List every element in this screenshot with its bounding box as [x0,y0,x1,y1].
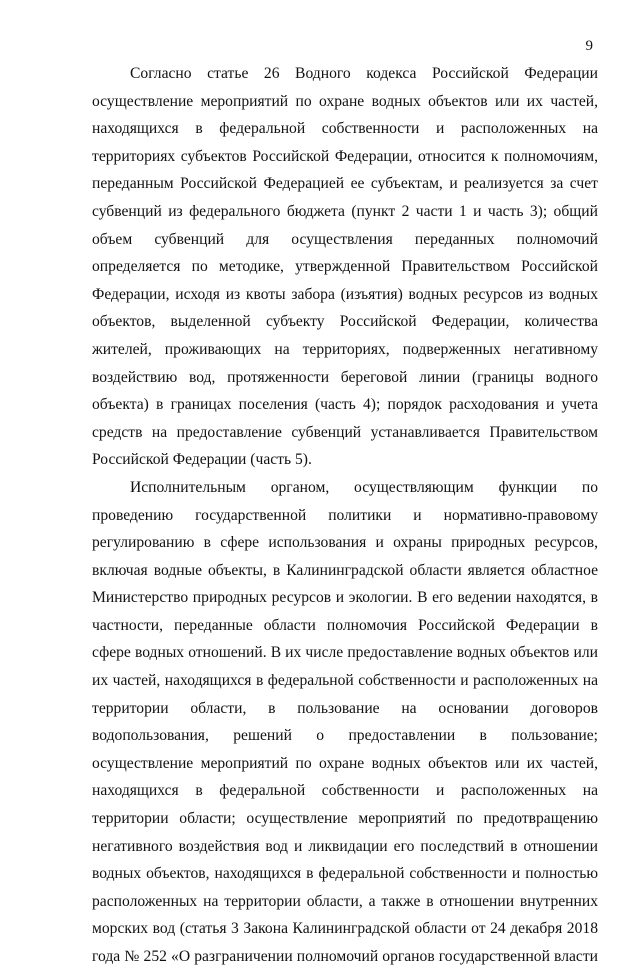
paragraph-executive-authority: Исполнительным органом, осуществляющим функции по проведению государственной политики и нормативно-правовому регулированию в сфере использования и охраны природных ресурсов, включая водные объекты, в Калининградской области является областное Министерство природных ресурсов и экологии. В его ведении находятся, в частности, переданные области полномочия Российской Федерации в сфере водных отношений. В их числе предоставление водных объектов или их частей, находящихся в федеральной собственности и расположенных на территории области, в пользование на основании договоров водопользования, решений о предоставлении в пользование; осуществление мероприятий по охране водных объектов или их частей, находящихся в федеральной собственности и расположенных на территории области; осуществление мероприятий по предотвращению негативного воздействия вод и ликвидации его последствий в отношении водных объектов, находящихся в федеральной собственности и полностью расположенных на территории области, а также в отношении внутренних морских вод (статья 3 Закона Калининградской области от 24 декабря 2018 года № 252 «О разграничении полномочий органов государственной власти [92,478,598,965]
paragraph-water-code-article-26: Согласно статье 26 Водного кодекса Российской Федерации осуществление мероприятий по охране водных объектов или их частей, находящихся в федеральной собственности и расположенных на территориях субъектов Российской Федерации, относится к полномочиям, переданным Российской Федерацией ее субъектам, и реализуется за счет субвенций из федерального бюджета (пункт 2 части 1 и часть 3); общий объем субвенций для осуществления переданных полномочий определяется по методике, утвержденной Правительством Российской Федерации, исходя из квоты забора (изъятия) водных ресурсов из водных объектов, выделенной субъекту Российской Федерации, количества жителей, проживающих на территориях, подверженных негативному воздействию вод, протяженности береговой линии (границы водного объекта) в границах поселения (часть 4); порядок расходования и учета средств на предоставление субвенций устанавливается Правительством Российской Федерации (часть 5). [92,65,598,469]
page-number: 9 [585,38,593,54]
document-body [92,60,598,971]
